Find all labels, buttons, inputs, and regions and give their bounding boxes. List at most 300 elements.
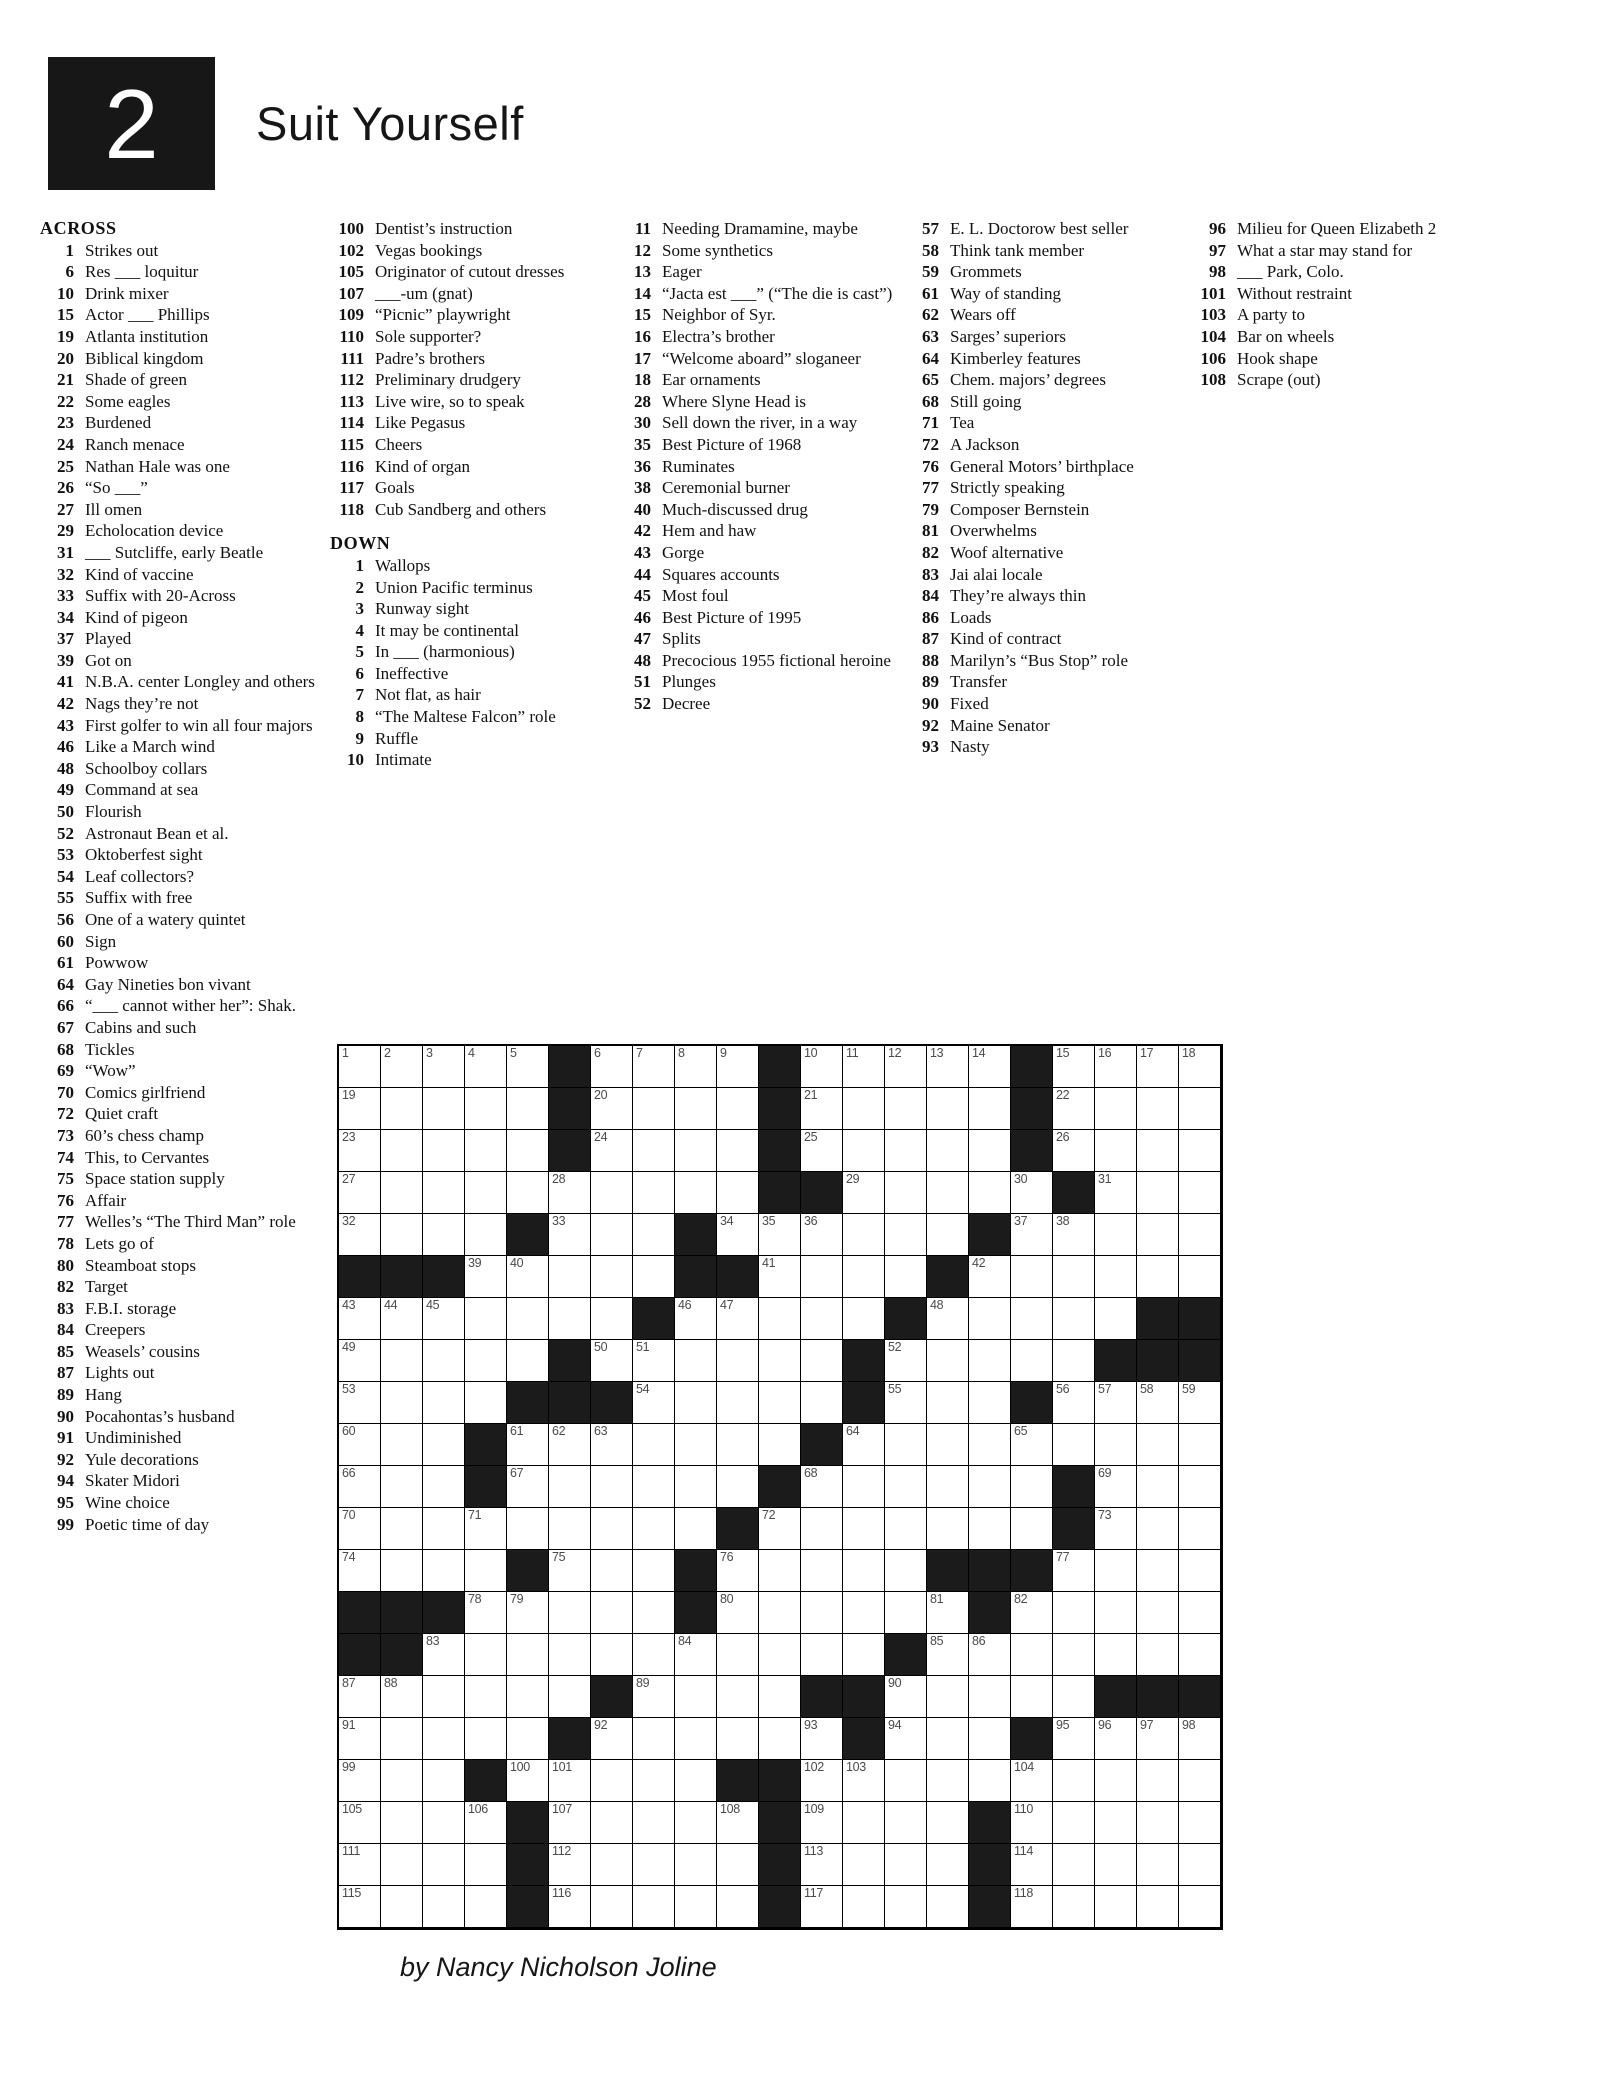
grid-cell[interactable] <box>1053 1802 1095 1844</box>
grid-cell[interactable] <box>1095 1760 1137 1802</box>
grid-cell[interactable] <box>633 1550 675 1592</box>
grid-cell[interactable] <box>381 1046 423 1088</box>
grid-cell[interactable] <box>549 1886 591 1928</box>
grid-cell[interactable] <box>801 1718 843 1760</box>
grid-cell[interactable] <box>1179 1382 1221 1424</box>
grid-cell[interactable] <box>927 1718 969 1760</box>
grid-cell[interactable] <box>1179 1130 1221 1172</box>
grid-cell[interactable] <box>885 1046 927 1088</box>
grid-cell[interactable] <box>633 1508 675 1550</box>
grid-cell[interactable] <box>1137 1466 1179 1508</box>
grid-cell[interactable] <box>1053 1676 1095 1718</box>
grid-cell[interactable] <box>507 1718 549 1760</box>
grid-cell[interactable] <box>507 1340 549 1382</box>
grid-cell[interactable] <box>465 1382 507 1424</box>
grid-cell[interactable] <box>465 1340 507 1382</box>
grid-cell[interactable] <box>1053 1340 1095 1382</box>
grid-cell[interactable] <box>885 1550 927 1592</box>
grid-cell[interactable] <box>591 1718 633 1760</box>
grid-cell[interactable] <box>549 1424 591 1466</box>
grid-cell[interactable] <box>969 1760 1011 1802</box>
grid-cell[interactable] <box>801 1550 843 1592</box>
grid-cell[interactable] <box>1095 1214 1137 1256</box>
grid-cell[interactable] <box>465 1676 507 1718</box>
grid-cell[interactable] <box>675 1760 717 1802</box>
grid-cell[interactable] <box>339 1508 381 1550</box>
grid-cell[interactable] <box>759 1634 801 1676</box>
grid-cell[interactable] <box>759 1214 801 1256</box>
grid-cell[interactable] <box>927 1088 969 1130</box>
grid-cell[interactable] <box>1011 1424 1053 1466</box>
grid-cell[interactable] <box>675 1046 717 1088</box>
grid-cell[interactable] <box>927 1382 969 1424</box>
grid-cell[interactable] <box>339 1130 381 1172</box>
grid-cell[interactable] <box>339 1088 381 1130</box>
grid-cell[interactable] <box>675 1172 717 1214</box>
grid-cell[interactable] <box>591 1298 633 1340</box>
grid-cell[interactable] <box>507 1046 549 1088</box>
grid-cell[interactable] <box>801 1088 843 1130</box>
grid-cell[interactable] <box>1095 1508 1137 1550</box>
grid-cell[interactable] <box>885 1088 927 1130</box>
grid-cell[interactable] <box>423 1382 465 1424</box>
grid-cell[interactable] <box>759 1592 801 1634</box>
grid-cell[interactable] <box>927 1340 969 1382</box>
grid-cell[interactable] <box>591 1424 633 1466</box>
grid-cell[interactable] <box>1179 1886 1221 1928</box>
grid-cell[interactable] <box>423 1676 465 1718</box>
grid-cell[interactable] <box>927 1676 969 1718</box>
grid-cell[interactable] <box>843 1214 885 1256</box>
grid-cell[interactable] <box>381 1130 423 1172</box>
grid-cell[interactable] <box>885 1256 927 1298</box>
grid-cell[interactable] <box>591 1844 633 1886</box>
grid-cell[interactable] <box>801 1802 843 1844</box>
grid-cell[interactable] <box>801 1382 843 1424</box>
grid-cell[interactable] <box>423 1802 465 1844</box>
grid-cell[interactable] <box>969 1256 1011 1298</box>
grid-cell[interactable] <box>1179 1172 1221 1214</box>
grid-cell[interactable] <box>843 1550 885 1592</box>
grid-cell[interactable] <box>549 1214 591 1256</box>
grid-cell[interactable] <box>507 1634 549 1676</box>
grid-cell[interactable] <box>591 1592 633 1634</box>
grid-cell[interactable] <box>381 1424 423 1466</box>
grid-cell[interactable] <box>801 1466 843 1508</box>
grid-cell[interactable] <box>423 1088 465 1130</box>
grid-cell[interactable] <box>381 1214 423 1256</box>
grid-cell[interactable] <box>717 1130 759 1172</box>
grid-cell[interactable] <box>633 1256 675 1298</box>
grid-cell[interactable] <box>1137 1508 1179 1550</box>
grid-cell[interactable] <box>843 1046 885 1088</box>
grid-cell[interactable] <box>1095 1802 1137 1844</box>
grid-cell[interactable] <box>1179 1466 1221 1508</box>
grid-cell[interactable] <box>927 1508 969 1550</box>
grid-cell[interactable] <box>717 1802 759 1844</box>
grid-cell[interactable] <box>465 1634 507 1676</box>
grid-cell[interactable] <box>801 1508 843 1550</box>
grid-cell[interactable] <box>717 1172 759 1214</box>
grid-cell[interactable] <box>1053 1634 1095 1676</box>
grid-cell[interactable] <box>1137 1046 1179 1088</box>
grid-cell[interactable] <box>423 1550 465 1592</box>
grid-cell[interactable] <box>927 1046 969 1088</box>
grid-cell[interactable] <box>381 1298 423 1340</box>
grid-cell[interactable] <box>339 1718 381 1760</box>
grid-cell[interactable] <box>549 1676 591 1718</box>
grid-cell[interactable] <box>1179 1046 1221 1088</box>
grid-cell[interactable] <box>885 1340 927 1382</box>
grid-cell[interactable] <box>339 1550 381 1592</box>
grid-cell[interactable] <box>1011 1760 1053 1802</box>
grid-cell[interactable] <box>633 1088 675 1130</box>
grid-cell[interactable] <box>381 1088 423 1130</box>
grid-cell[interactable] <box>549 1550 591 1592</box>
grid-cell[interactable] <box>759 1382 801 1424</box>
grid-cell[interactable] <box>1095 1466 1137 1508</box>
grid-cell[interactable] <box>801 1214 843 1256</box>
grid-cell[interactable] <box>675 1424 717 1466</box>
grid-cell[interactable] <box>759 1676 801 1718</box>
grid-cell[interactable] <box>633 1172 675 1214</box>
grid-cell[interactable] <box>885 1508 927 1550</box>
grid-cell[interactable] <box>381 1760 423 1802</box>
grid-cell[interactable] <box>381 1466 423 1508</box>
grid-cell[interactable] <box>423 1424 465 1466</box>
grid-cell[interactable] <box>1095 1424 1137 1466</box>
grid-cell[interactable] <box>381 1172 423 1214</box>
grid-cell[interactable] <box>1095 1718 1137 1760</box>
grid-cell[interactable] <box>675 1886 717 1928</box>
grid-cell[interactable] <box>1053 1382 1095 1424</box>
grid-cell[interactable] <box>969 1088 1011 1130</box>
grid-cell[interactable] <box>465 1130 507 1172</box>
grid-cell[interactable] <box>1137 1802 1179 1844</box>
grid-cell[interactable] <box>717 1088 759 1130</box>
grid-cell[interactable] <box>717 1466 759 1508</box>
grid-cell[interactable] <box>927 1424 969 1466</box>
grid-cell[interactable] <box>1053 1718 1095 1760</box>
grid-cell[interactable] <box>465 1256 507 1298</box>
grid-cell[interactable] <box>1053 1130 1095 1172</box>
grid-cell[interactable] <box>843 1508 885 1550</box>
grid-cell[interactable] <box>717 1382 759 1424</box>
grid-cell[interactable] <box>591 1172 633 1214</box>
grid-cell[interactable] <box>1095 1592 1137 1634</box>
grid-cell[interactable] <box>675 1844 717 1886</box>
grid-cell[interactable] <box>801 1046 843 1088</box>
grid-cell[interactable] <box>885 1676 927 1718</box>
grid-cell[interactable] <box>591 1760 633 1802</box>
grid-cell[interactable] <box>885 1382 927 1424</box>
grid-cell[interactable] <box>549 1508 591 1550</box>
grid-cell[interactable] <box>1137 1382 1179 1424</box>
grid-cell[interactable] <box>675 1130 717 1172</box>
grid-cell[interactable] <box>1179 1424 1221 1466</box>
grid-cell[interactable] <box>549 1592 591 1634</box>
grid-cell[interactable] <box>1137 1718 1179 1760</box>
grid-cell[interactable] <box>1053 1550 1095 1592</box>
grid-cell[interactable] <box>1137 1634 1179 1676</box>
grid-cell[interactable] <box>423 1466 465 1508</box>
grid-cell[interactable] <box>465 1088 507 1130</box>
grid-cell[interactable] <box>549 1760 591 1802</box>
grid-cell[interactable] <box>1137 1844 1179 1886</box>
grid-cell[interactable] <box>1095 1844 1137 1886</box>
grid-cell[interactable] <box>843 1088 885 1130</box>
grid-cell[interactable] <box>1011 1634 1053 1676</box>
grid-cell[interactable] <box>591 1550 633 1592</box>
grid-cell[interactable] <box>759 1256 801 1298</box>
grid-cell[interactable] <box>381 1718 423 1760</box>
grid-cell[interactable] <box>465 1592 507 1634</box>
grid-cell[interactable] <box>549 1298 591 1340</box>
grid-cell[interactable] <box>843 1130 885 1172</box>
grid-cell[interactable] <box>507 1760 549 1802</box>
grid-cell[interactable] <box>969 1718 1011 1760</box>
grid-cell[interactable] <box>675 1676 717 1718</box>
grid-cell[interactable] <box>969 1298 1011 1340</box>
grid-cell[interactable] <box>927 1466 969 1508</box>
grid-cell[interactable] <box>843 1886 885 1928</box>
grid-cell[interactable] <box>339 1886 381 1928</box>
grid-cell[interactable] <box>339 1466 381 1508</box>
grid-cell[interactable] <box>717 1886 759 1928</box>
grid-cell[interactable] <box>633 1760 675 1802</box>
grid-cell[interactable] <box>969 1382 1011 1424</box>
grid-cell[interactable] <box>339 1172 381 1214</box>
grid-cell[interactable] <box>339 1382 381 1424</box>
grid-cell[interactable] <box>1011 1886 1053 1928</box>
grid-cell[interactable] <box>633 1634 675 1676</box>
grid-cell[interactable] <box>507 1298 549 1340</box>
grid-cell[interactable] <box>423 1172 465 1214</box>
grid-cell[interactable] <box>969 1172 1011 1214</box>
grid-cell[interactable] <box>675 1382 717 1424</box>
grid-cell[interactable] <box>675 1340 717 1382</box>
grid-cell[interactable] <box>885 1718 927 1760</box>
grid-cell[interactable] <box>1137 1130 1179 1172</box>
grid-cell[interactable] <box>717 1340 759 1382</box>
grid-cell[interactable] <box>1053 1760 1095 1802</box>
grid-cell[interactable] <box>591 1130 633 1172</box>
grid-cell[interactable] <box>423 1634 465 1676</box>
grid-cell[interactable] <box>1179 1508 1221 1550</box>
grid-cell[interactable] <box>633 1676 675 1718</box>
grid-cell[interactable] <box>633 1802 675 1844</box>
grid-cell[interactable] <box>843 1466 885 1508</box>
grid-cell[interactable] <box>507 1466 549 1508</box>
grid-cell[interactable] <box>843 1256 885 1298</box>
grid-cell[interactable] <box>381 1802 423 1844</box>
grid-cell[interactable] <box>465 1886 507 1928</box>
grid-cell[interactable] <box>1011 1676 1053 1718</box>
grid-cell[interactable] <box>423 1508 465 1550</box>
grid-cell[interactable] <box>675 1634 717 1676</box>
grid-cell[interactable] <box>927 1172 969 1214</box>
grid-cell[interactable] <box>633 1718 675 1760</box>
grid-cell[interactable] <box>591 1088 633 1130</box>
grid-cell[interactable] <box>591 1214 633 1256</box>
grid-cell[interactable] <box>1179 1844 1221 1886</box>
grid-cell[interactable] <box>675 1466 717 1508</box>
grid-cell[interactable] <box>927 1592 969 1634</box>
grid-cell[interactable] <box>1179 1760 1221 1802</box>
grid-cell[interactable] <box>843 1634 885 1676</box>
grid-cell[interactable] <box>885 1886 927 1928</box>
grid-cell[interactable] <box>1095 1046 1137 1088</box>
grid-cell[interactable] <box>507 1676 549 1718</box>
grid-cell[interactable] <box>633 1466 675 1508</box>
grid-cell[interactable] <box>801 1886 843 1928</box>
grid-cell[interactable] <box>1011 1592 1053 1634</box>
grid-cell[interactable] <box>423 1214 465 1256</box>
grid-cell[interactable] <box>1179 1550 1221 1592</box>
grid-cell[interactable] <box>1137 1550 1179 1592</box>
grid-cell[interactable] <box>1179 1088 1221 1130</box>
grid-cell[interactable] <box>591 1046 633 1088</box>
grid-cell[interactable] <box>969 1340 1011 1382</box>
grid-cell[interactable] <box>465 1844 507 1886</box>
grid-cell[interactable] <box>1137 1088 1179 1130</box>
grid-cell[interactable] <box>591 1256 633 1298</box>
grid-cell[interactable] <box>1011 1340 1053 1382</box>
grid-cell[interactable] <box>1053 1046 1095 1088</box>
grid-cell[interactable] <box>465 1046 507 1088</box>
grid-cell[interactable] <box>633 1592 675 1634</box>
grid-cell[interactable] <box>507 1130 549 1172</box>
grid-cell[interactable] <box>633 1844 675 1886</box>
grid-cell[interactable] <box>381 1508 423 1550</box>
grid-cell[interactable] <box>1179 1592 1221 1634</box>
grid-cell[interactable] <box>1011 1802 1053 1844</box>
grid-cell[interactable] <box>1011 1172 1053 1214</box>
grid-cell[interactable] <box>885 1172 927 1214</box>
grid-cell[interactable] <box>549 1634 591 1676</box>
grid-cell[interactable] <box>1095 1256 1137 1298</box>
grid-cell[interactable] <box>717 1592 759 1634</box>
grid-cell[interactable] <box>591 1508 633 1550</box>
grid-cell[interactable] <box>549 1172 591 1214</box>
grid-cell[interactable] <box>339 1844 381 1886</box>
grid-cell[interactable] <box>549 1256 591 1298</box>
grid-cell[interactable] <box>927 1886 969 1928</box>
grid-cell[interactable] <box>717 1844 759 1886</box>
grid-cell[interactable] <box>1137 1592 1179 1634</box>
grid-cell[interactable] <box>1137 1256 1179 1298</box>
grid-cell[interactable] <box>717 1214 759 1256</box>
grid-cell[interactable] <box>465 1550 507 1592</box>
grid-cell[interactable] <box>1011 1844 1053 1886</box>
grid-cell[interactable] <box>927 1760 969 1802</box>
grid-cell[interactable] <box>633 1046 675 1088</box>
grid-cell[interactable] <box>927 1214 969 1256</box>
grid-cell[interactable] <box>843 1592 885 1634</box>
grid-cell[interactable] <box>1179 1256 1221 1298</box>
grid-cell[interactable] <box>1053 1592 1095 1634</box>
grid-cell[interactable] <box>1053 1298 1095 1340</box>
grid-cell[interactable] <box>969 1424 1011 1466</box>
grid-cell[interactable] <box>591 1466 633 1508</box>
grid-cell[interactable] <box>885 1760 927 1802</box>
grid-cell[interactable] <box>1011 1256 1053 1298</box>
grid-cell[interactable] <box>423 1340 465 1382</box>
grid-cell[interactable] <box>1011 1466 1053 1508</box>
grid-cell[interactable] <box>843 1844 885 1886</box>
grid-cell[interactable] <box>717 1046 759 1088</box>
grid-cell[interactable] <box>1053 1844 1095 1886</box>
grid-cell[interactable] <box>717 1550 759 1592</box>
grid-cell[interactable] <box>843 1298 885 1340</box>
grid-cell[interactable] <box>507 1172 549 1214</box>
grid-cell[interactable] <box>1095 1634 1137 1676</box>
grid-cell[interactable] <box>1137 1424 1179 1466</box>
grid-cell[interactable] <box>927 1298 969 1340</box>
grid-cell[interactable] <box>507 1424 549 1466</box>
grid-cell[interactable] <box>423 1844 465 1886</box>
grid-cell[interactable] <box>927 1844 969 1886</box>
grid-cell[interactable] <box>549 1802 591 1844</box>
grid-cell[interactable] <box>675 1508 717 1550</box>
grid-cell[interactable] <box>633 1214 675 1256</box>
grid-cell[interactable] <box>1179 1718 1221 1760</box>
grid-cell[interactable] <box>633 1340 675 1382</box>
grid-cell[interactable] <box>339 1676 381 1718</box>
grid-cell[interactable] <box>1179 1634 1221 1676</box>
grid-cell[interactable] <box>801 1760 843 1802</box>
grid-cell[interactable] <box>591 1340 633 1382</box>
grid-cell[interactable] <box>381 1886 423 1928</box>
grid-cell[interactable] <box>1179 1214 1221 1256</box>
grid-cell[interactable] <box>843 1172 885 1214</box>
grid-cell[interactable] <box>1095 1088 1137 1130</box>
grid-cell[interactable] <box>717 1298 759 1340</box>
grid-cell[interactable] <box>969 1508 1011 1550</box>
grid-cell[interactable] <box>591 1802 633 1844</box>
grid-cell[interactable] <box>339 1340 381 1382</box>
grid-cell[interactable] <box>969 1046 1011 1088</box>
grid-cell[interactable] <box>885 1802 927 1844</box>
grid-cell[interactable] <box>1053 1214 1095 1256</box>
grid-cell[interactable] <box>465 1214 507 1256</box>
grid-cell[interactable] <box>801 1844 843 1886</box>
grid-cell[interactable] <box>1053 1424 1095 1466</box>
grid-cell[interactable] <box>339 1046 381 1088</box>
grid-cell[interactable] <box>381 1340 423 1382</box>
grid-cell[interactable] <box>339 1214 381 1256</box>
grid-cell[interactable] <box>1095 1550 1137 1592</box>
grid-cell[interactable] <box>465 1718 507 1760</box>
grid-cell[interactable] <box>885 1592 927 1634</box>
grid-cell[interactable] <box>885 1424 927 1466</box>
grid-cell[interactable] <box>1095 1130 1137 1172</box>
grid-cell[interactable] <box>381 1550 423 1592</box>
grid-cell[interactable] <box>339 1802 381 1844</box>
grid-cell[interactable] <box>633 1424 675 1466</box>
grid-cell[interactable] <box>381 1844 423 1886</box>
grid-cell[interactable] <box>717 1718 759 1760</box>
grid-cell[interactable] <box>759 1550 801 1592</box>
grid-cell[interactable] <box>1095 1298 1137 1340</box>
grid-cell[interactable] <box>801 1592 843 1634</box>
grid-cell[interactable] <box>633 1886 675 1928</box>
grid-cell[interactable] <box>1137 1172 1179 1214</box>
grid-cell[interactable] <box>969 1466 1011 1508</box>
grid-cell[interactable] <box>675 1718 717 1760</box>
grid-cell[interactable] <box>507 1256 549 1298</box>
grid-cell[interactable] <box>1137 1760 1179 1802</box>
